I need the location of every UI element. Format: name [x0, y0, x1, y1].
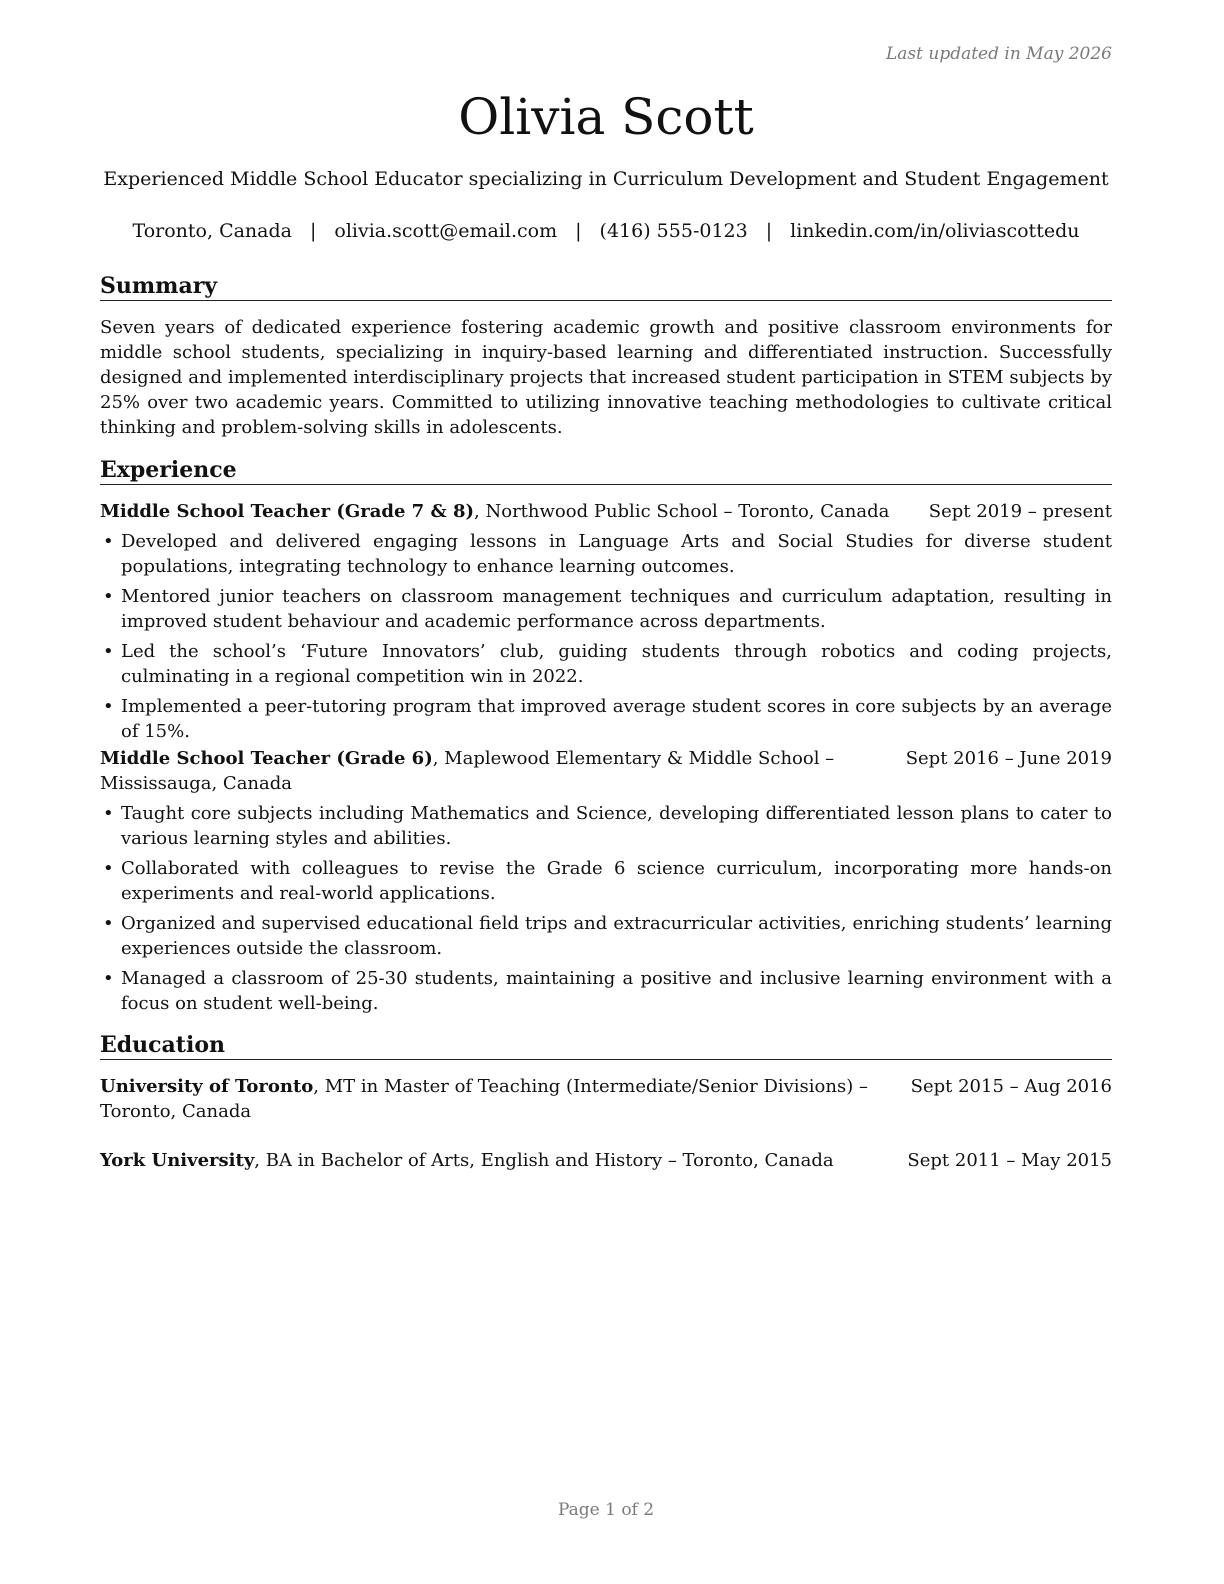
job-header [100, 499, 1112, 524]
education-heading: Education [100, 1031, 1112, 1060]
education-line [100, 1074, 890, 1124]
education-dates: Sept 2015 – Aug 2016 [910, 1076, 1112, 1097]
tagline: Experienced Middle School Educator specializing in Curriculum Development and Student Engagement [103, 168, 1109, 190]
summary-text: Seven years of dedicated experience fostering academic growth and positive classroom environments for middle school students, specializing in inquiry-based learning and differentiated instruction. Successfully designed and implemented interdisciplinary projects that increased student participation in STEM subjects by 25% over two academic years. Committed to utilizing innovative teaching methodologies to cultivate critical thinking and problem-solving skills in adolescents. [100, 317, 1112, 438]
degree-details: , BA in Bachelor of Arts, English and History – Toronto, Canada [254, 1150, 834, 1171]
bullet-icon: • [103, 968, 114, 989]
bullet-icon: • [103, 858, 114, 879]
experience-heading: Experience [100, 456, 1112, 485]
job-title-line [100, 746, 890, 796]
contact-location: Toronto, Canada [132, 220, 292, 242]
education-dates: Sept 2011 – May 2015 [907, 1150, 1112, 1171]
job-dates: Sept 2019 – present [928, 501, 1112, 522]
last-updated: Last updated in May 2026 [885, 44, 1112, 64]
contact-separator: | [309, 220, 317, 242]
contact-separator: | [575, 220, 582, 242]
list-item: • Managed a classroom of 25-30 students, maintaining a positive and inclusive learning environment with a focus on student well-being. [103, 968, 1112, 1014]
bullet-icon: • [103, 586, 114, 607]
list-item: • Developed and delivered engaging lessons in Language Arts and Social Studies for diverse student populations, integrating technology to enhance learning outcomes. [103, 531, 1112, 577]
job-bullets [100, 529, 1112, 749]
bullet-icon: • [103, 803, 114, 824]
resume-page [100, 0, 1112, 1584]
job-dates: Sept 2016 – June 2019 [905, 748, 1112, 769]
job-header [100, 746, 1112, 796]
school-name: York University [100, 1150, 255, 1171]
job-title-line [100, 499, 890, 524]
bullet-icon: • [103, 696, 114, 717]
education-entry [100, 1148, 1112, 1173]
contact-line [100, 219, 1112, 243]
list-item: • Organized and supervised educational field trips and extracurricular activities, enriching students’ learning experiences outside the classroom. [103, 913, 1112, 959]
list-item: • Collaborated with colleagues to revise the Grade 6 science curriculum, incorporating more hands-on experiments and real-world applications. [103, 858, 1112, 904]
summary-heading: Summary [100, 272, 1112, 301]
contact-phone: (416) 555-0123 [599, 220, 748, 242]
job-details: , Maplewood Elementary & Middle School – Mississauga, Canada [100, 748, 835, 794]
degree-details: , MT in Master of Teaching (Intermediate/Senior Divisions) – Toronto, Canada [100, 1076, 868, 1122]
list-item: • Led the school’s ‘Future Innovators’ club, guiding students through robotics and coding projects, culminating in a regional competition win in 2022. [103, 641, 1112, 687]
list-item: • Implemented a peer-tutoring program that improved average student scores in core subjects by an average of 15%. [103, 696, 1112, 742]
education-entry [100, 1074, 1112, 1124]
page-number: Page 1 of 2 [557, 1500, 655, 1520]
contact-email[interactable]: olivia.scott@email.com [334, 220, 558, 242]
school-name: University of Toronto [100, 1076, 314, 1097]
bullet-icon: • [103, 913, 114, 934]
bullet-icon: • [103, 641, 114, 662]
job-details: , Northwood Public School – Toronto, Canada [474, 501, 890, 522]
bullet-icon: • [103, 531, 114, 552]
job-bullets [100, 801, 1112, 1021]
contact-separator: | [765, 220, 773, 242]
contact-linkedin[interactable]: linkedin.com/in/oliviascottedu [790, 220, 1080, 242]
list-item: • Taught core subjects including Mathematics and Science, developing differentiated lesson plans to cater to various learning styles and abilities. [103, 803, 1112, 849]
job-role: Middle School Teacher (Grade 7 & 8) [100, 501, 475, 522]
education-line [100, 1148, 890, 1173]
job-role: Middle School Teacher (Grade 6) [100, 748, 433, 769]
list-item: • Mentored junior teachers on classroom management techniques and curriculum adaptation, resulting in improved student behaviour and academic performance across departments. [103, 586, 1112, 632]
candidate-name: Olivia Scott [458, 88, 754, 146]
